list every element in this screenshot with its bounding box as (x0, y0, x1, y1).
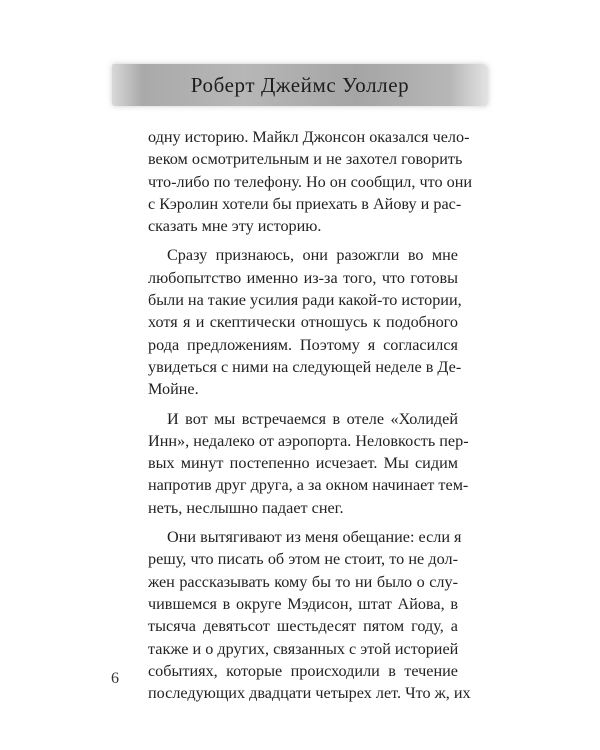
text-line: хотя я и скептически отношусь к подобного (148, 313, 458, 332)
text-line: И вот мы встречаемся в отеле «Холидей (167, 409, 458, 428)
text-line: последующих двадцати четырех лет. Что ж, их (148, 684, 471, 703)
text-line: увидеться с ними на следующей неделе в Де- (148, 357, 462, 376)
text-line: тысяча девятьсот шестьдесят пятом году, а (148, 617, 458, 636)
text-line: чившемся в округе Мэдисон, штат Айова, в (148, 594, 458, 613)
text-line: любопытство именно из-за того, что готовы (148, 268, 458, 287)
paragraph (148, 526, 471, 704)
text-line: напротив друг друга, а за окном начинает тем- (148, 476, 469, 495)
text-line: событиях, которые происходили в течение (148, 661, 458, 680)
text-line: Они вытягивают из меня обещание: если я (167, 528, 462, 547)
text-line: также и о других, связанных с этой историей (148, 639, 459, 658)
body-text (148, 126, 473, 711)
text-line: одну историю. Майкл Джонсон оказался чело- (148, 128, 470, 146)
text-line: Сразу признаюсь, они разожгли во мне (167, 246, 458, 265)
text-line: были на такие усилия ради какой-то истории, (148, 291, 462, 310)
text-line: сказать мне эту историю. (148, 217, 322, 236)
paragraph (148, 408, 469, 519)
text-line: рода предложениям. Поэтому я согласился (148, 335, 458, 354)
text-line: неть, неслышно падает снег. (148, 498, 344, 517)
text-line: веком осмотрительным и не захотел говорить (148, 150, 463, 169)
paragraph (148, 244, 462, 400)
text-line: решу, что писать об этом не стоит, то не дол- (148, 550, 458, 569)
text-line: жен рассказывать кому бы то ни было о слу- (148, 572, 458, 591)
paragraph (148, 126, 473, 237)
text-line: Мойне. (148, 380, 199, 399)
page-number: 6 (111, 670, 119, 687)
text-line: Инн», недалеко от аэропорта. Неловкость пер- (148, 431, 469, 450)
running-header-title: Роберт Джеймс Уоллер (190, 73, 410, 97)
text-line: вых минут постепенно исчезает. Мы сидим (148, 454, 458, 473)
text-line: с Кэролин хотели бы приехать в Айову и рас- (148, 194, 462, 213)
text-line: что-либо по телефону. Но он сообщил, что они (148, 172, 473, 191)
